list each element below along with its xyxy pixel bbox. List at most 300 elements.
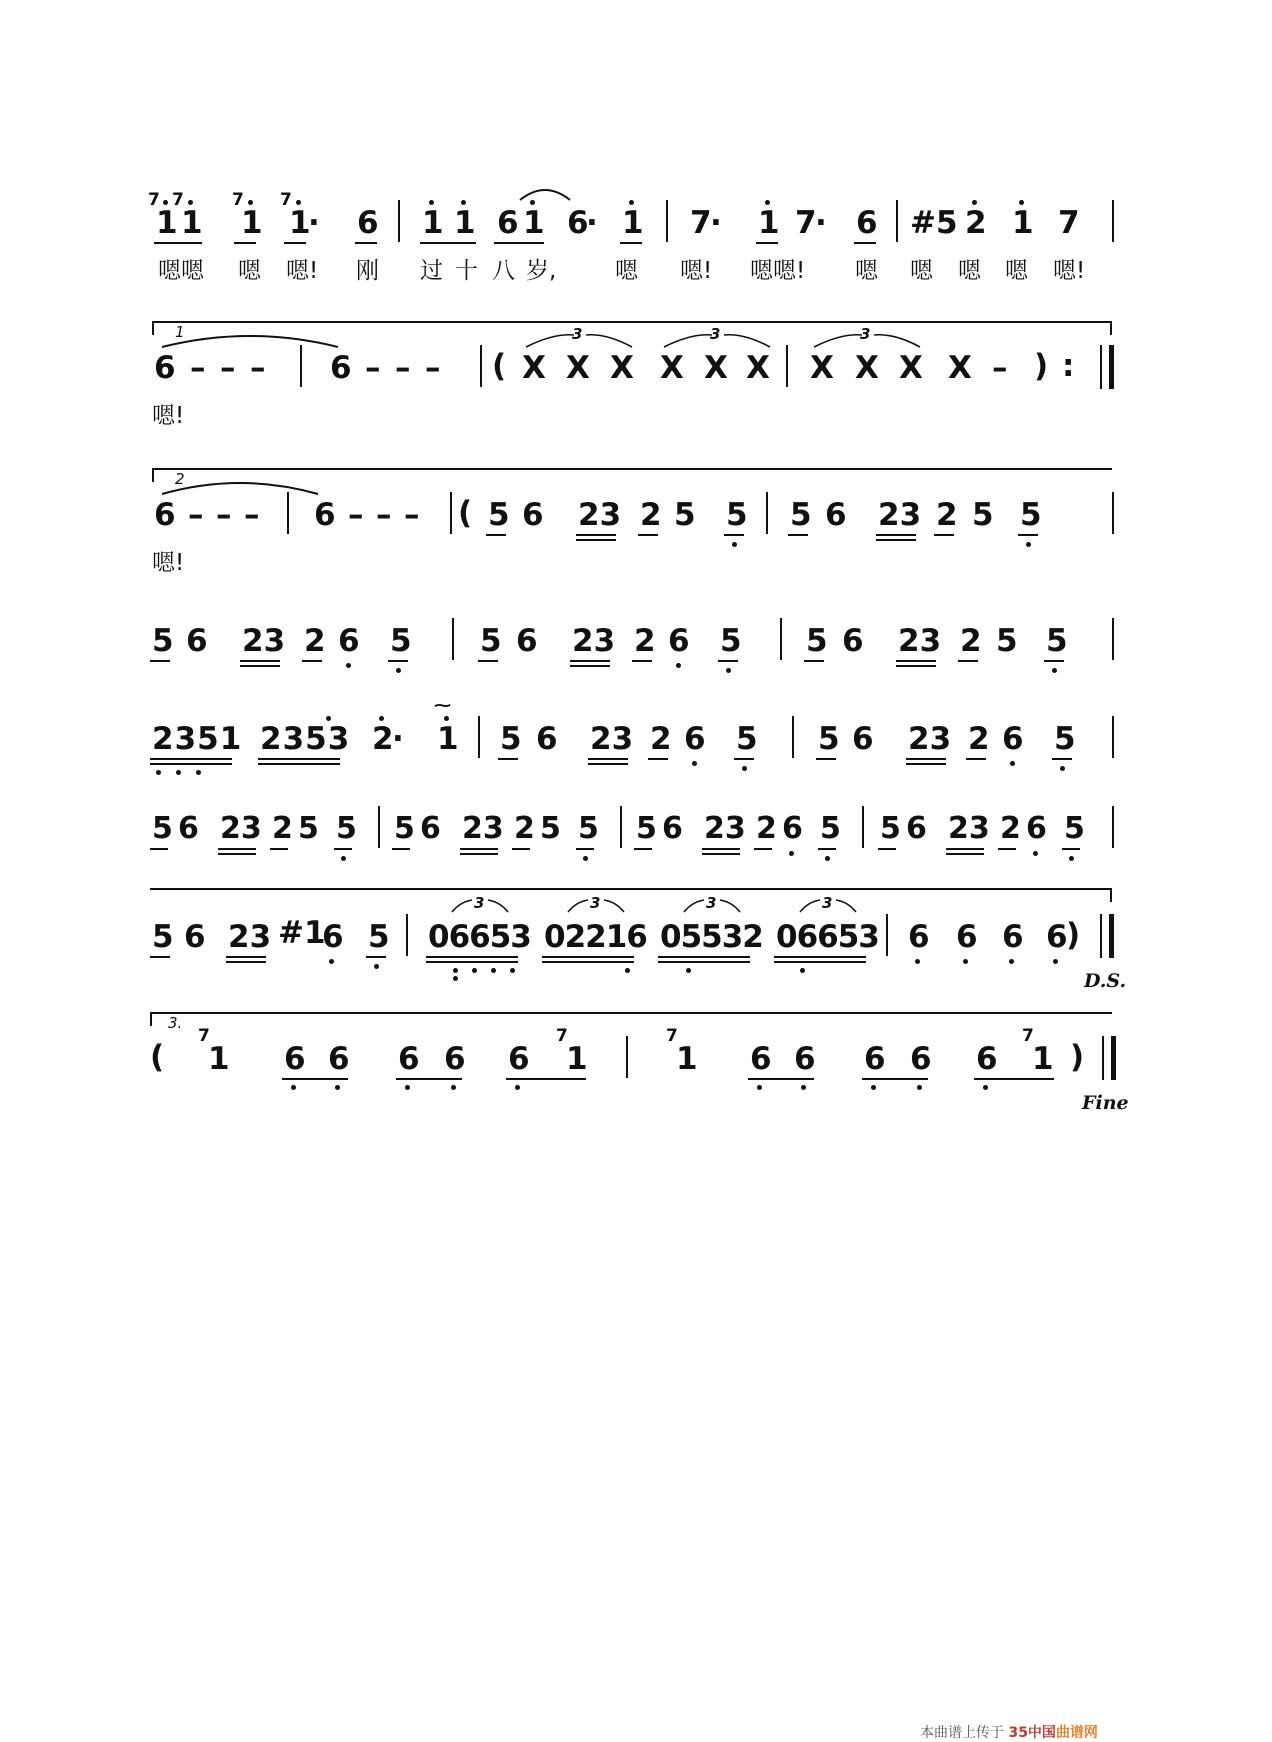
note: 2 xyxy=(304,623,326,659)
dash: – xyxy=(188,497,204,533)
lyric: 嗯 xyxy=(958,258,981,284)
underline xyxy=(334,848,352,850)
x-note: X xyxy=(948,350,972,386)
note: 1 xyxy=(676,1041,698,1077)
x-note: X xyxy=(704,350,728,386)
section-rule xyxy=(150,888,1112,890)
underline xyxy=(734,758,754,760)
underline xyxy=(460,853,498,855)
bar-line xyxy=(450,492,452,534)
underline xyxy=(270,848,288,850)
note: 23 xyxy=(220,811,262,846)
score-line-8 xyxy=(150,1014,1129,1126)
octave-dot-low xyxy=(453,968,458,973)
note-group: 05532 xyxy=(660,919,763,955)
octave-dot-high xyxy=(379,716,384,721)
octave-dot-high xyxy=(163,200,168,205)
note: 6 xyxy=(338,623,360,659)
grace-note: 7 xyxy=(666,1026,678,1046)
triplet-number: 3 xyxy=(572,325,583,343)
note: 6 xyxy=(1002,919,1024,955)
note: 2 xyxy=(272,811,293,846)
underline xyxy=(588,763,628,765)
x-note: X xyxy=(522,350,546,386)
octave-dot-low xyxy=(625,968,630,973)
lyric: 嗯! xyxy=(286,258,319,284)
bar-line xyxy=(378,806,380,848)
underline xyxy=(754,848,772,850)
lyric: 岁, xyxy=(526,258,557,284)
footer-brand-suffix: 曲谱网 xyxy=(1055,1725,1098,1741)
tie-arc xyxy=(160,333,340,349)
underline xyxy=(854,242,876,244)
note: 2 xyxy=(650,721,672,757)
underline xyxy=(542,961,634,963)
octave-dot-low xyxy=(156,770,161,775)
note: 5 xyxy=(1020,497,1042,533)
triplet-number: 3 xyxy=(860,325,871,343)
note: 5 xyxy=(674,497,696,533)
note: 6 xyxy=(1026,811,1047,846)
x-note: X xyxy=(810,350,834,386)
note: 5 xyxy=(818,721,840,757)
note: 5 xyxy=(972,497,994,533)
lyric: 嗯 xyxy=(615,258,638,284)
octave-dot-low xyxy=(335,1085,340,1090)
underline xyxy=(150,763,232,765)
bar-line xyxy=(1112,716,1114,758)
underline xyxy=(512,848,530,850)
octave-dot-low xyxy=(676,663,681,668)
bar-line xyxy=(1112,200,1114,242)
note: 23 xyxy=(228,919,272,955)
score-line-7 xyxy=(150,894,1127,1004)
note: 6 xyxy=(420,811,441,846)
note: 6 xyxy=(516,623,538,659)
octave-dot-high xyxy=(530,200,535,205)
underline xyxy=(150,848,168,850)
octave-dot-low xyxy=(915,959,920,964)
note: 23 xyxy=(572,623,616,659)
note: 2 xyxy=(640,497,662,533)
note: 5 xyxy=(726,497,748,533)
octave-dot-low xyxy=(963,959,968,964)
octave-dot-low xyxy=(451,1085,456,1090)
octave-dot-high xyxy=(296,200,301,205)
underline xyxy=(632,660,652,662)
note: 2 xyxy=(634,623,656,659)
lyric: 嗯! xyxy=(152,403,185,429)
grace-note: 7 xyxy=(148,190,160,210)
note: 6 xyxy=(976,1041,998,1077)
dash: – xyxy=(216,497,232,533)
note: 6 xyxy=(357,205,379,241)
underline xyxy=(638,534,658,536)
note: 5 xyxy=(480,623,502,659)
grace-note: 7 xyxy=(280,190,292,210)
bar-line xyxy=(626,1036,628,1078)
note-group: 02216 xyxy=(544,919,647,955)
score-line-2 xyxy=(150,323,1120,435)
underline xyxy=(258,763,340,765)
note: 2 xyxy=(756,811,777,846)
x-note: X xyxy=(566,350,590,386)
underline xyxy=(282,1078,348,1080)
note: 6 xyxy=(444,1041,466,1077)
underline xyxy=(946,848,984,850)
note: 1 xyxy=(1012,205,1034,241)
octave-dot-low xyxy=(801,1085,806,1090)
note: 5 xyxy=(394,811,415,846)
underline xyxy=(396,1078,462,1080)
grace-note: 7 xyxy=(1022,1026,1034,1046)
paren: ) xyxy=(1066,917,1081,953)
underline xyxy=(150,660,170,662)
grace-note: 7 xyxy=(198,1026,210,1046)
note: 6 xyxy=(522,497,544,533)
note: 6 xyxy=(750,1041,772,1077)
octave-dot-low xyxy=(1009,959,1014,964)
note: 1 xyxy=(241,205,263,241)
octave-dot-low xyxy=(732,542,737,547)
bar-line xyxy=(780,618,782,660)
dash: – xyxy=(348,497,364,533)
note: 5 xyxy=(152,623,174,659)
underline xyxy=(498,758,518,760)
underline xyxy=(570,665,610,667)
underline xyxy=(388,660,408,662)
underline xyxy=(816,758,836,760)
octave-dot-low xyxy=(472,968,477,973)
end-barline xyxy=(1100,914,1114,958)
note: 2 xyxy=(514,811,535,846)
fine-marking: Fine xyxy=(1082,1092,1129,1114)
underline xyxy=(748,1078,814,1080)
dot-augmentation: · xyxy=(815,205,827,241)
volta-leg xyxy=(150,1012,152,1026)
note: 1 xyxy=(622,205,644,241)
bar-line xyxy=(1112,806,1114,848)
lyric: 刚 xyxy=(356,258,379,284)
tie-arc xyxy=(160,480,320,496)
volta-leg xyxy=(152,321,154,335)
note: 5 xyxy=(1054,721,1076,757)
dash: – xyxy=(250,350,266,386)
dash: – xyxy=(395,350,411,386)
note: 6 xyxy=(825,497,847,533)
note: 2 xyxy=(936,497,958,533)
underline xyxy=(634,848,652,850)
note: 5 xyxy=(820,811,841,846)
octave-dot-low xyxy=(196,770,201,775)
underline xyxy=(966,758,986,760)
note: 6 xyxy=(864,1041,886,1077)
underline xyxy=(1018,534,1038,536)
volta-leg xyxy=(1110,321,1112,335)
octave-dot-low xyxy=(692,761,697,766)
underline xyxy=(494,242,544,244)
bar-line xyxy=(1112,492,1114,534)
note: 23 xyxy=(578,497,622,533)
underline xyxy=(896,660,936,662)
bar-line xyxy=(862,806,864,848)
note: 6 xyxy=(330,350,352,386)
underline xyxy=(284,242,306,244)
grace-note: 7 xyxy=(556,1026,568,1046)
note: 5 xyxy=(880,811,901,846)
octave-dot-low xyxy=(341,856,346,861)
octave-dot-low xyxy=(405,1085,410,1090)
x-note: X xyxy=(855,350,879,386)
note: 23 xyxy=(242,623,286,659)
note: 6 xyxy=(154,350,176,386)
note: 6 xyxy=(154,497,176,533)
note: 6 xyxy=(1002,721,1024,757)
volta-number: 1 xyxy=(175,323,185,341)
note-group: 06653 xyxy=(776,919,879,955)
octave-dot-low xyxy=(1026,542,1031,547)
paren: ) xyxy=(1034,348,1049,384)
note: 6 xyxy=(956,919,978,955)
underline xyxy=(958,660,978,662)
underline xyxy=(788,534,808,536)
octave-dot-low xyxy=(1033,851,1038,856)
underline xyxy=(426,956,518,958)
bar-line xyxy=(478,716,480,758)
note: 5 xyxy=(790,497,812,533)
x-note: X xyxy=(610,350,634,386)
score-line-5 xyxy=(150,696,1120,806)
underline xyxy=(478,660,498,662)
bar-line xyxy=(786,345,788,387)
footer-text: 本曲谱上传于 xyxy=(920,1725,1004,1741)
note: 6 xyxy=(178,811,199,846)
paren: ) xyxy=(1070,1039,1085,1075)
octave-dot-low xyxy=(491,968,496,973)
underline xyxy=(355,242,377,244)
note: 6 xyxy=(852,721,874,757)
underline xyxy=(702,848,740,850)
note: 6 xyxy=(314,497,336,533)
note: 23 xyxy=(878,497,922,533)
note: 23 xyxy=(898,623,942,659)
note: 1 xyxy=(289,205,311,241)
x-note: X xyxy=(746,350,770,386)
note: 5 xyxy=(152,811,173,846)
octave-dot-low xyxy=(789,851,794,856)
repeat-end-barline xyxy=(1100,345,1114,389)
underline xyxy=(724,534,744,536)
octave-dot-low xyxy=(346,663,351,668)
underline xyxy=(876,534,916,536)
octave-dot-low xyxy=(396,668,401,673)
note: 5 xyxy=(806,623,828,659)
note: 5 xyxy=(336,811,357,846)
octave-dot-high xyxy=(1019,200,1024,205)
note: 23 xyxy=(462,811,504,846)
note: 5 xyxy=(1046,623,1068,659)
note: 2 xyxy=(968,721,990,757)
note: 6 xyxy=(328,1041,350,1077)
footer-watermark xyxy=(920,1722,1098,1742)
dash: – xyxy=(220,350,236,386)
note: 6 xyxy=(284,1041,306,1077)
note: 6 xyxy=(794,1041,816,1077)
triplet-number: 3 xyxy=(590,894,601,912)
underline xyxy=(906,758,946,760)
underline xyxy=(226,956,266,958)
octave-dot-low xyxy=(1060,766,1065,771)
underline xyxy=(302,660,322,662)
octave-dot-high xyxy=(326,716,331,721)
note: 2 xyxy=(1000,811,1021,846)
note: 2 xyxy=(965,205,987,241)
note: 6 xyxy=(567,205,589,241)
underline xyxy=(486,534,506,536)
octave-dot-low xyxy=(757,1085,762,1090)
octave-dot-low xyxy=(374,964,379,969)
lyric: 八 xyxy=(492,258,515,284)
note: 7 xyxy=(690,205,712,241)
bar-line xyxy=(300,345,302,387)
bar-line xyxy=(398,200,400,242)
lyric: 嗯! xyxy=(680,258,713,284)
underline xyxy=(818,848,836,850)
underline xyxy=(576,534,616,536)
note: 6 xyxy=(186,623,208,659)
note: 1 xyxy=(566,1041,588,1077)
underline xyxy=(998,848,1016,850)
underline xyxy=(426,961,518,963)
note-group: 2351 xyxy=(152,721,243,757)
underline xyxy=(1052,758,1072,760)
underline xyxy=(366,956,386,958)
triplet-number: 3 xyxy=(474,894,485,912)
octave-dot-low xyxy=(453,976,458,981)
bar-line xyxy=(766,492,768,534)
note: 6 xyxy=(684,721,706,757)
underline xyxy=(658,961,750,963)
octave-dot-low xyxy=(742,766,747,771)
note: 1 xyxy=(454,205,476,241)
underline xyxy=(460,848,498,850)
underline xyxy=(756,242,778,244)
lyric: 嗯! xyxy=(1053,258,1086,284)
note: 6 xyxy=(906,811,927,846)
note: 1 xyxy=(181,205,203,241)
triplet-number: 3 xyxy=(706,894,717,912)
note: 6 xyxy=(184,919,206,955)
octave-dot-low xyxy=(825,856,830,861)
note: 6 xyxy=(856,205,878,241)
ds-marking: D.S. xyxy=(1084,970,1127,992)
octave-dot-low xyxy=(1069,856,1074,861)
note: 1 xyxy=(523,205,545,241)
note: 2 xyxy=(960,623,982,659)
note: 5 xyxy=(488,497,510,533)
dash: – xyxy=(992,350,1008,386)
note: 6 xyxy=(398,1041,420,1077)
note: 6 xyxy=(908,919,930,955)
note: 1 xyxy=(437,721,459,757)
note: 23 xyxy=(948,811,990,846)
underline xyxy=(896,665,936,667)
note: 7 xyxy=(795,205,817,241)
octave-dot-low xyxy=(686,968,691,973)
octave-dot-high xyxy=(765,200,770,205)
underline xyxy=(240,660,280,662)
underline xyxy=(258,758,340,760)
paren: ( xyxy=(150,1039,165,1075)
lyric: 十 xyxy=(455,258,478,284)
underline xyxy=(576,539,616,541)
bar-line xyxy=(480,345,482,387)
triplet-number: 3 xyxy=(822,894,833,912)
lyric: 嗯嗯 xyxy=(158,258,204,284)
octave-dot-high xyxy=(972,200,977,205)
paren: ( xyxy=(458,495,473,531)
volta-bracket xyxy=(150,1012,1112,1014)
underline xyxy=(1062,848,1080,850)
octave-dot-low xyxy=(329,959,334,964)
underline xyxy=(878,848,896,850)
note: 5 xyxy=(736,721,758,757)
note: 6 xyxy=(1046,919,1068,955)
paren: ( xyxy=(492,348,507,384)
volta-number: 2 xyxy=(175,470,185,488)
lyric: 嗯! xyxy=(152,550,185,576)
note: 5 xyxy=(636,811,657,846)
octave-dot-high xyxy=(429,200,434,205)
octave-dot-low xyxy=(1010,761,1015,766)
footer-brand: 35中国 xyxy=(1008,1725,1056,1741)
note: 1 xyxy=(1032,1041,1054,1077)
score-line-6 xyxy=(150,806,1120,896)
dash: – xyxy=(190,350,206,386)
note: 6 xyxy=(668,623,690,659)
note: 2 xyxy=(372,721,394,757)
underline xyxy=(226,961,266,963)
dot-augmentation: · xyxy=(710,205,722,241)
volta-leg xyxy=(152,468,154,482)
note: 6 xyxy=(497,205,519,241)
underline xyxy=(420,242,476,244)
note: 5 xyxy=(540,811,561,846)
octave-dot-low xyxy=(510,968,515,973)
section-rule-leg xyxy=(1110,888,1112,902)
underline xyxy=(150,758,232,760)
underline xyxy=(876,539,916,541)
note: 5 xyxy=(500,721,522,757)
score-line-4 xyxy=(150,618,1120,708)
dot-augmentation: · xyxy=(308,205,320,241)
bar-line xyxy=(1112,618,1114,660)
underline xyxy=(542,956,634,958)
underline xyxy=(576,848,594,850)
octave-dot-high xyxy=(629,200,634,205)
note: 5 xyxy=(368,919,390,955)
octave-dot-low xyxy=(726,668,731,673)
underline xyxy=(150,956,170,958)
underline xyxy=(1044,660,1064,662)
note-group: 06653 xyxy=(428,919,531,955)
underline xyxy=(774,961,866,963)
lyric: 嗯嗯! xyxy=(750,258,806,284)
bar-line xyxy=(886,914,888,956)
underline xyxy=(804,660,824,662)
volta-number: 3. xyxy=(168,1014,183,1032)
note: 5 xyxy=(298,811,319,846)
